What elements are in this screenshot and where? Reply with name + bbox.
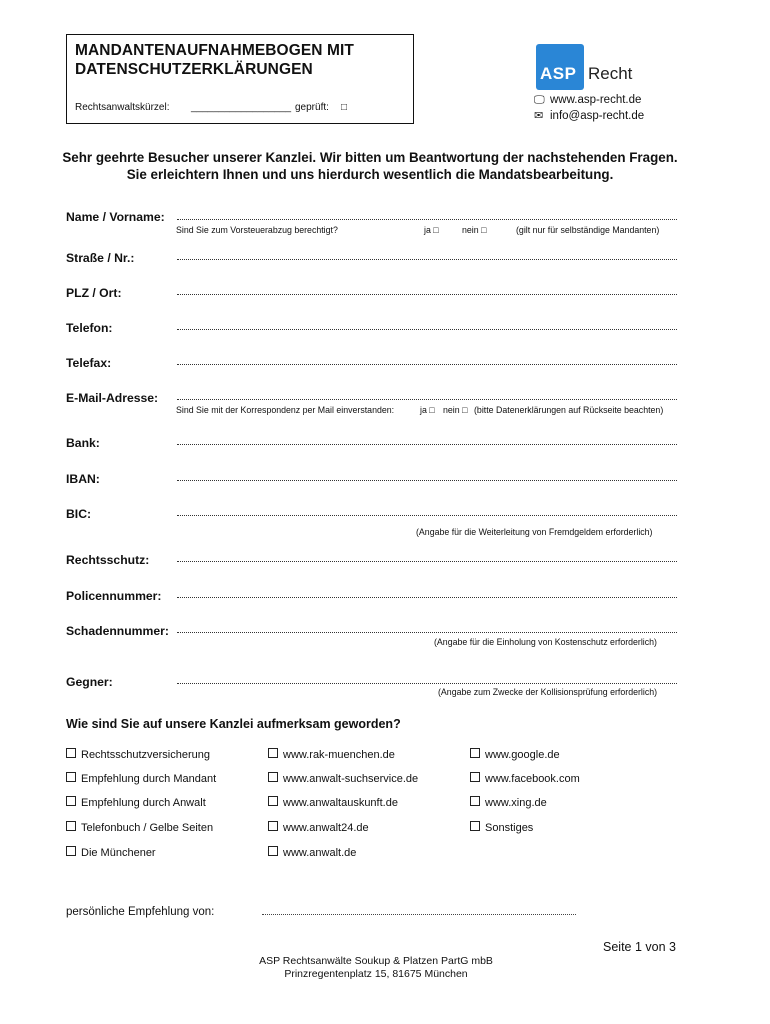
bank-label: Bank: [66, 436, 100, 450]
logo-recht-text: Recht [588, 64, 633, 83]
referral-question: Wie sind Sie auf unsere Kanzlei aufmerksam geworden? [66, 717, 401, 731]
checkbox[interactable] [66, 772, 76, 782]
rechtsschutz-input-line[interactable] [177, 561, 677, 562]
option-google[interactable]: www.google.de [470, 748, 560, 761]
strasse-label: Straße / Nr.: [66, 251, 135, 265]
telefax-label: Telefax: [66, 356, 112, 370]
logo-asp-text: ASP [540, 64, 577, 83]
title-line-2: DATENSCHUTZERKLÄRUNGEN [75, 61, 313, 78]
empfehlung-label: persönliche Empfehlung von: [66, 906, 215, 918]
checkbox[interactable] [470, 796, 480, 806]
strasse-input-line[interactable] [177, 259, 677, 260]
footer [66, 955, 686, 981]
bic-note: (Angabe für die Weiterleitung von Fremdgeldem erforderlich) [416, 527, 653, 537]
mail-text: info@asp-recht.de [550, 110, 645, 122]
iban-label: IBAN: [66, 472, 100, 486]
plz-input-line[interactable] [177, 294, 677, 295]
web-text: www.asp-recht.de [550, 94, 642, 106]
checkbox[interactable] [470, 821, 480, 831]
checkbox[interactable] [66, 748, 76, 758]
option-telefonbuch[interactable]: Telefonbuch / Gelbe Seiten [66, 821, 213, 834]
checkbox[interactable] [470, 748, 480, 758]
intro-line-2: Sie erleichtern Ihnen und uns hierdurch wesentlich die Mandatsbearbeitung. [126, 167, 614, 182]
bank-input-line[interactable] [177, 444, 677, 445]
geprueft-checkbox[interactable]: □ [341, 102, 348, 113]
checkbox[interactable] [66, 796, 76, 806]
vorsteuer-ja-option[interactable]: ja □ [424, 225, 439, 235]
option-facebook[interactable]: www.facebook.com [470, 772, 580, 785]
contact-web [534, 94, 641, 107]
schaden-input-line[interactable] [177, 632, 677, 633]
email-question: Sind Sie mit der Korrespondenz per Mail einverstanden: [176, 405, 395, 415]
option-anwaltauskunft[interactable]: www.anwaltauskunft.de [268, 796, 398, 809]
envelope-icon: ✉ [534, 110, 544, 122]
checkbox[interactable] [470, 772, 480, 782]
kuerzel-line[interactable]: __________________ [191, 102, 292, 113]
telefon-label: Telefon: [66, 321, 113, 335]
vorsteuer-question: Sind Sie zum Vorsteuerabzug berechtigt? [176, 225, 338, 235]
iban-input-line[interactable] [177, 480, 677, 481]
footer-line-1: ASP Rechtsanwälte Soukup & Platzen PartG mbB [259, 955, 493, 967]
gegner-input-line[interactable] [177, 683, 677, 684]
option-empfehlung-mandant[interactable]: Empfehlung durch Mandant [66, 772, 216, 785]
option-xing[interactable]: www.xing.de [470, 796, 547, 809]
email-input-line[interactable] [177, 399, 677, 400]
option-rak-muenchen[interactable]: www.rak-muenchen.de [268, 748, 395, 761]
police-label: Policennummer: [66, 589, 162, 603]
bic-label: BIC: [66, 507, 92, 521]
telefax-input-line[interactable] [177, 364, 677, 365]
option-rechtsschutzversicherung[interactable]: Rechtsschutzversicherung [66, 748, 210, 761]
plz-label: PLZ / Ort: [66, 286, 122, 300]
form-title [75, 41, 354, 79]
name-input-line[interactable] [177, 219, 677, 220]
checkbox[interactable] [268, 772, 278, 782]
schaden-note: (Angabe für die Einholung von Kostenschutz erforderlich) [434, 637, 657, 647]
email-note: (bitte Datenerklärungen auf Rückseite beachten) [474, 405, 664, 415]
option-anwalt24[interactable]: www.anwalt24.de [268, 821, 369, 834]
email-ja-option[interactable]: ja □ [420, 405, 435, 415]
gegner-note: (Angabe zum Zwecke der Kollisionsprüfung erforderlich) [438, 687, 658, 697]
empfehlung-input-line[interactable] [262, 914, 576, 915]
monitor-icon: 🖵 [534, 94, 545, 106]
checkbox[interactable] [268, 796, 278, 806]
telefon-input-line[interactable] [177, 329, 677, 330]
option-anwalt-suchservice[interactable]: www.anwalt-suchservice.de [268, 772, 418, 785]
checkbox[interactable] [66, 821, 76, 831]
vorsteuer-note: (gilt nur für selbständige Mandanten) [516, 225, 660, 235]
kuerzel-label: Rechtsanwaltskürzel: [75, 102, 170, 113]
intro-line-1: Sehr geehrte Besucher unserer Kanzlei. Wir bitten um Beantwortung der nachstehenden Fragen. [62, 150, 678, 165]
checkbox[interactable] [268, 821, 278, 831]
page-number: Seite 1 von 3 [603, 940, 676, 954]
option-empfehlung-anwalt[interactable]: Empfehlung durch Anwalt [66, 796, 206, 809]
email-label: E-Mail-Adresse: [66, 391, 159, 405]
gegner-label: Gegner: [66, 675, 113, 689]
bic-input-line[interactable] [177, 515, 677, 516]
checkbox[interactable] [268, 846, 278, 856]
checkbox[interactable] [268, 748, 278, 758]
contact-mail [534, 109, 644, 122]
intro-text [0, 149, 740, 183]
email-nein-option[interactable]: nein □ [443, 405, 468, 415]
geprueft-label: geprüft: [295, 102, 329, 113]
name-label: Name / Vorname: [66, 210, 165, 224]
schaden-label: Schadennummer: [66, 624, 169, 638]
option-sonstiges[interactable]: Sonstiges [470, 821, 533, 834]
checkbox[interactable] [66, 846, 76, 856]
option-anwalt-de[interactable]: www.anwalt.de [268, 846, 356, 859]
option-muenchener[interactable]: Die Münchener [66, 846, 156, 859]
footer-line-2: Prinzregentenplatz 15, 81675 München [284, 968, 468, 980]
vorsteuer-nein-option[interactable]: nein □ [462, 225, 487, 235]
header-box [66, 34, 414, 124]
police-input-line[interactable] [177, 597, 677, 598]
rechtsschutz-label: Rechtsschutz: [66, 553, 150, 567]
title-line-1: MANDANTENAUFNAHMEBOGEN MIT [75, 42, 354, 59]
